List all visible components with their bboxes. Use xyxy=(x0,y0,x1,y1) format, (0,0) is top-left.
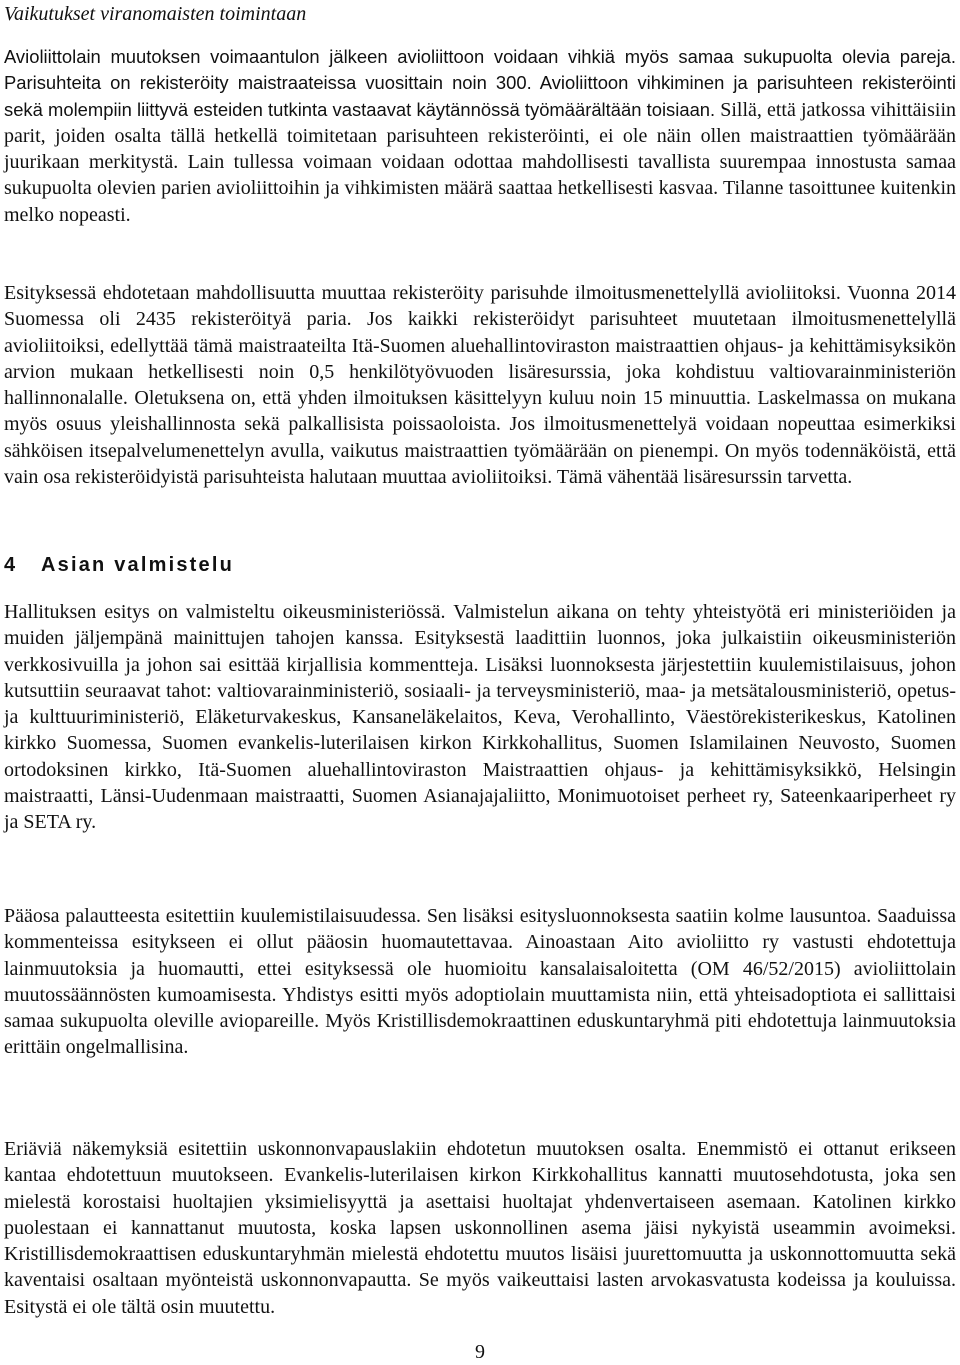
paragraph-feedback: Pääosa palautteesta esitettiin kuulemistilaisuudessa. Sen lisäksi esitysluonnoksesta saatiin kolme lausuntoa. Saaduissa kommenteissa esitykseen ei ollut pääosin huomautettavaa. Ainoastaan Aito avioliitto ry vastusti ehdotettuja lainmuutoksia ja huomautti, ettei esityksessä ole huomioitu kansalaisaloitetta (OM 46/52/2015) avioliittolain muutossäännösten kumoamisesta. Yhdistys esitti myös adoptiolain muuttamista niin, että yhteisadoptiota ei sallittaisi samaa sukupuolta oleville aviopareille. Myös Kristillisdemokraattinen eduskuntaryhmä piti ehdotettuja lainmuutoksia erittäin ongelmallisina. xyxy=(4,905,956,1059)
section-subheading: Vaikutukset viranomaisten toimintaan xyxy=(4,3,307,25)
paragraph-registered-partnership-conversion: Esityksessä ehdotetaan mahdollisuutta muuttaa rekisteröity parisuhde ilmoitusmenettelyllä avioliitoksi. Vuonna 2014 Suomessa oli 2435 rekisteröityä paria. Jos kaikki rekisteröidyt parisuhteet muutetaan ilmoitusmenettelyllä avioliitoiksi, edellyttää tämä maistraateilta Itä-Suomen aluehallintoviraston maistraattien ohjaus- ja kehittämisyksikön arvion mukaan hetkellisesti noin 0,5 henkilötyövuoden lisäresurssia, joka kohdistuu valtiovarainministeriön hallinnonalalle. Oletuksena on, että yhden ilmoituksen käsittelyyn kuluu noin 15 minuuttia. Laskelmassa on mukana myös osuus yleishallinnosta sekä palkallisista poissaoloista. Jos ilmoitusmenettelyä voidaan nopeuttaa esimerkiksi sähköisen itsepalvelumenettelyn avulla, vaikutus maistraattien työmäärään on pienempi. On myös todennäköistä, että vain osa rekisteröidyistä parisuhteista halutaan muuttaa avioliitoiksi. Tämä vähentää lisäresurssin tarvetta. xyxy=(4,282,956,489)
paragraph-marriage-law-effects xyxy=(4,44,956,228)
paragraph-differing-views: Eriäviä näkemyksiä esitettiin uskonnonvapauslakiin ehdotetun muutoksen osalta. Enemmistö ei ottanut erikseen kantaa ehdotettuun muutokseen. Evankelis-luterilaisen kirkon Kirkkohallitus kannatti muutosehdotusta, joka sen mielestä korostaisi huoltajien yksimielisyyttä ja asettaisi huoltajat yhdenvertaiseen asemaan. Katolinen kirkko puolestaan ei kannattanut muutosta, koska lapsen uskonnollinen asema jäisi nykyistä useammin avoimeksi. Kristillisdemokraattisen eduskuntaryhmän mielestä ehdotettu muutos lisäisi juurettomuutta ja uskonnottomuutta sekä kaventaisi osaltaan myönteistä uskonnonvapautta. Se myös vaikeuttaisi lasten arvokasvatusta kodeissa ja kouluissa. Esitystä ei ole tältä osin muutettu. xyxy=(4,1138,956,1318)
paragraph-sans-segment: Avioliittolain muutoksen voimaantulon jälkeen avioliittoon voidaan vihkiä myös samaa sukupuolta olevia pareja. Parisuhteita on rekisteröity maistraateissa vuosittain noin 300. Avioliittoon vihkiminen ja parisuhteen rekisteröinti sekä molempiin liittyvä esteiden tutkinta vastaavat käytännössä työmäärältään toisiaan. xyxy=(4,46,956,120)
paragraph-preparation: Hallituksen esitys on valmisteltu oikeusministeriössä. Valmistelun aikana on tehty yhteistyötä eri ministeriöiden ja muiden jäljempänä mainittujen tahojen kanssa. Esityksestä laadittiin luonnos, joka julkaistiin oikeusministeriön verkkosivuilla ja johon sai esittää kirjallisia kommentteja. Lisäksi luonnoksesta järjestettiin kuulemistilaisuus, johon kutsuttiin seuraavat tahot: valtiovarainministeriö, sosiaali- ja terveysministeriö, maa- ja metsätalousministeriö, opetus- ja kulttuuriministeriö, Eläketurvakeskus, Kansaneläkelaitos, Keva, Verohallinto, Väestörekisterikeskus, Katolinen kirkko Suomessa, Suomen evankelis-luterilaisen kirkon Kirkkohallitus, Suomen Islamilainen Neuvosto, Suomen ortodoksinen kirkko, Itä-Suomen aluehallintoviraston Maistraattien ohjaus- ja kehittämisyksikkö, Helsingin maistraatti, Länsi-Uudenmaan maistraatti, Suomen Asianajajaliitto, Monimuotoiset perheet ry, Sateenkaariperheet ry ja SETA ry. xyxy=(4,601,956,834)
section-heading xyxy=(4,552,234,578)
section-title: Asian valmistelu xyxy=(41,554,235,576)
paragraph-serif-segment: Sillä, että jatkossa vihittäisiin parit, joiden osalta tällä hetkellä toimitetaan parisuhteen rekisteröinti, ei ole näin ollen maistraattien työmäärään juurikaan merkitystä. Lain tullessa voimaan voidaan odottaa mahdollisesti tavallista suurempaa innostusta samaa sukupuolta olevien parien avioliittoihin ja vihkimisten määrä saattaa hetkellisesti kasvaa. Tilanne tasoittunee kuitenkin melko nopeasti. xyxy=(4,98,957,226)
section-number: 4 xyxy=(4,554,16,576)
page-number: 9 xyxy=(475,1341,485,1363)
